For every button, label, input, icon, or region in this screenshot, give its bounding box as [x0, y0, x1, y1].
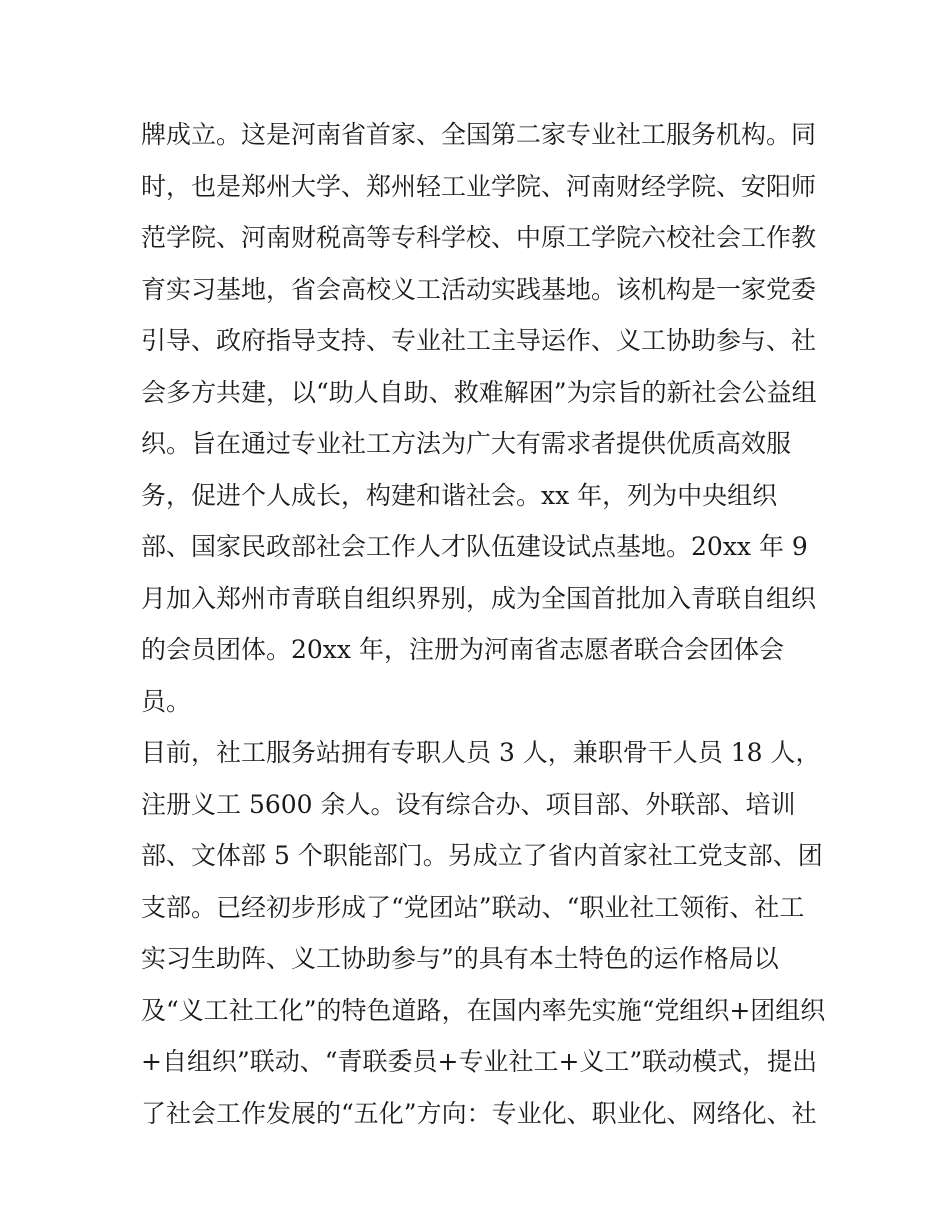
- text-line: 时，也是郑州大学、郑州轻工业学院、河南财经学院、安阳师: [141, 171, 817, 201]
- text-line: 务，促进个人成长，构建和谐社会。xx 年，列为中央组织: [141, 480, 778, 510]
- text-line: 范学院、河南财税高等专科学校、中原工学院六校社会工作教: [141, 223, 817, 252]
- text-line: 实习生助阵、义工协助参与”的具有本土特色的运作格局以: [141, 944, 779, 973]
- text-line: 织。旨在通过专业社工方法为广大有需求者提供优质高效服: [141, 429, 792, 458]
- text-line: 育实习基地，省会高校义工活动实践基地。该机构是一家党委: [141, 274, 817, 304]
- text-line: 会多方共建，以“助人自助、救难解困”为宗旨的新社会公益组: [141, 377, 817, 407]
- text-line: 牌成立。这是河南省首家、全国第二家专业社工服务机构。同: [141, 120, 817, 149]
- text-line: 月加入郑州市青联自组织界别，成为全国首批加入青联自组织: [141, 583, 817, 613]
- text-line: 部、文体部 5 个职能部门。另成立了省内首家社工党支部、团: [141, 841, 823, 870]
- text-line: 的会员团体。20xx 年，注册为河南省志愿者联合会团体会: [141, 635, 784, 664]
- body-text: [141, 109, 826, 1139]
- text-line: 注册义工 5600 余人。设有综合办、项目部、外联部、培训: [141, 789, 796, 819]
- text-line: 支部。已经初步形成了“党团站”联动、“职业社工领衔、社工: [141, 892, 805, 922]
- text-line: +自组织”联动、“青联委员+专业社工+义工”联动模式，提出: [141, 1047, 818, 1076]
- text-line: 目前，社工服务站拥有专职人员 3 人，兼职骨干人员 18 人，: [141, 738, 821, 767]
- text-line: 引导、政府指导支持、专业社工主导运作、义工协助参与、社: [141, 326, 817, 355]
- text-line: 员。: [141, 686, 192, 716]
- text-line: 部、国家民政部社会工作人才队伍建设试点基地。20xx 年 9: [141, 532, 808, 561]
- text-line: 及“义工社工化”的特色道路，在国内率先实施“党组织+团组织: [141, 995, 826, 1025]
- text-line: 了社会工作发展的“五化”方向：专业化、职业化、网络化、社: [141, 1098, 817, 1128]
